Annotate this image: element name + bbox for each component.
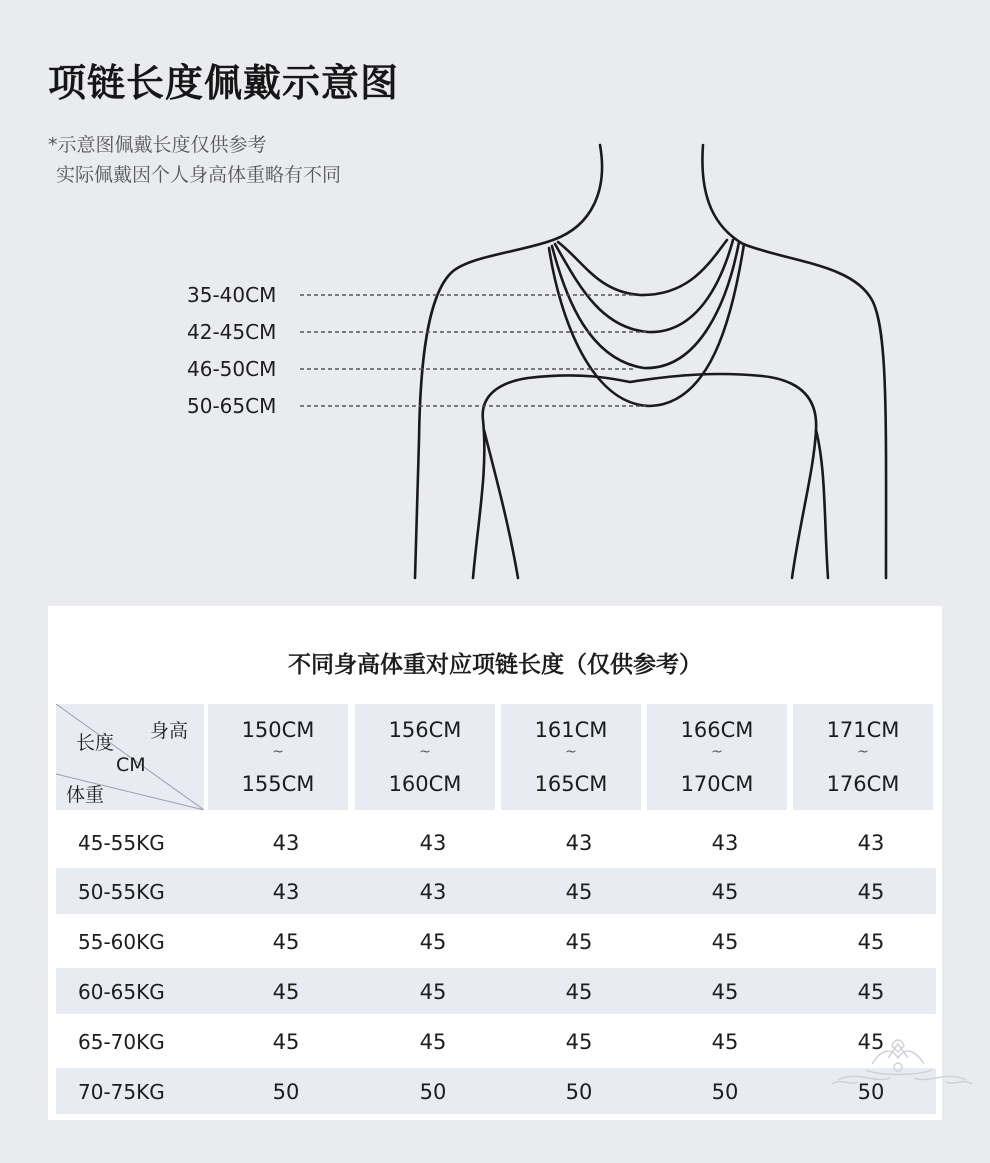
length-cell: 45	[711, 930, 739, 954]
length-cell: 45	[272, 1030, 300, 1054]
length-cell: 45	[565, 980, 593, 1004]
length-cell: 45	[711, 1030, 739, 1054]
height-column-header	[793, 704, 933, 810]
length-cell: 50	[419, 1080, 447, 1104]
corner-unit-label: CM	[116, 754, 146, 776]
length-cell: 50	[857, 1080, 885, 1104]
table-row	[56, 1018, 936, 1064]
height-tilde: ~	[711, 744, 723, 760]
length-cell: 45	[419, 1030, 447, 1054]
height-to: 155CM	[241, 772, 315, 796]
length-cell: 43	[272, 880, 300, 904]
length-cell: 50	[272, 1080, 300, 1104]
height-column-header	[355, 704, 495, 810]
length-cell: 45	[857, 930, 885, 954]
length-cell: 45	[565, 880, 593, 904]
table-corner-header	[56, 704, 204, 810]
height-to: 170CM	[680, 772, 754, 796]
height-to: 176CM	[826, 772, 900, 796]
length-cell: 45	[565, 930, 593, 954]
height-column-header	[647, 704, 787, 810]
length-label-4: 50-65CM	[187, 394, 277, 418]
length-cell: 45	[857, 1030, 885, 1054]
height-tilde: ~	[419, 744, 431, 760]
length-label-2: 42-45CM	[187, 320, 277, 344]
weight-label: 45-55KG	[78, 831, 165, 855]
corner-weight-label: 体重	[66, 784, 105, 806]
height-to: 165CM	[534, 772, 608, 796]
body-outline-right	[702, 145, 886, 578]
length-cell: 45	[272, 930, 300, 954]
height-column-header	[501, 704, 641, 810]
length-cell: 45	[565, 1030, 593, 1054]
height-column-header	[208, 704, 348, 810]
height-from: 156CM	[388, 718, 462, 742]
height-from: 161CM	[534, 718, 608, 742]
height-from: 166CM	[680, 718, 754, 742]
table-row	[56, 968, 936, 1014]
table-title: 不同身高体重对应项链长度（仅供参考）	[288, 651, 702, 678]
length-cell: 50	[711, 1080, 739, 1104]
length-cell: 45	[857, 880, 885, 904]
length-cell: 43	[565, 831, 593, 855]
height-tilde: ~	[857, 744, 869, 760]
weight-label: 60-65KG	[78, 980, 165, 1004]
length-cell: 45	[711, 980, 739, 1004]
necklace-strand-1	[558, 240, 727, 295]
height-to: 160CM	[388, 772, 462, 796]
height-tilde: ~	[565, 744, 577, 760]
table-row	[56, 868, 936, 914]
length-cell: 43	[857, 831, 885, 855]
size-table-card	[48, 606, 942, 1120]
weight-label: 50-55KG	[78, 880, 165, 904]
corner-length-label: 长度	[76, 732, 115, 754]
necklace-strand-2	[555, 240, 733, 332]
height-from: 150CM	[241, 718, 315, 742]
length-cell: 43	[419, 880, 447, 904]
note-line-2: 实际佩戴因个人身高体重略有不同	[56, 164, 342, 186]
weight-label: 65-70KG	[78, 1030, 165, 1054]
length-cell: 43	[419, 831, 447, 855]
arm-outline-right	[816, 430, 828, 578]
height-tilde: ~	[272, 744, 284, 760]
necklace-strand-4	[549, 244, 744, 406]
length-cell: 45	[857, 980, 885, 1004]
length-cell: 45	[419, 980, 447, 1004]
length-label-1: 35-40CM	[187, 283, 277, 307]
length-cell: 45	[419, 930, 447, 954]
table-row	[56, 1068, 936, 1114]
arm-outline-left	[484, 430, 518, 578]
weight-label: 55-60KG	[78, 930, 165, 954]
weight-label: 70-75KG	[78, 1080, 165, 1104]
corner-height-label: 身高	[150, 720, 189, 742]
page-title: 项链长度佩戴示意图	[48, 60, 400, 105]
note-line-1: *示意图佩戴长度仅供参考	[48, 134, 267, 156]
length-cell: 50	[565, 1080, 593, 1104]
length-cell: 45	[711, 880, 739, 904]
length-cell: 43	[272, 831, 300, 855]
length-cell: 45	[272, 980, 300, 1004]
crown-watermark-icon	[828, 1024, 976, 1104]
length-cell: 43	[711, 831, 739, 855]
body-outline	[415, 145, 602, 578]
height-from: 171CM	[826, 718, 900, 742]
length-label-3: 46-50CM	[187, 357, 277, 381]
table-row	[56, 819, 936, 865]
table-row	[56, 918, 936, 964]
